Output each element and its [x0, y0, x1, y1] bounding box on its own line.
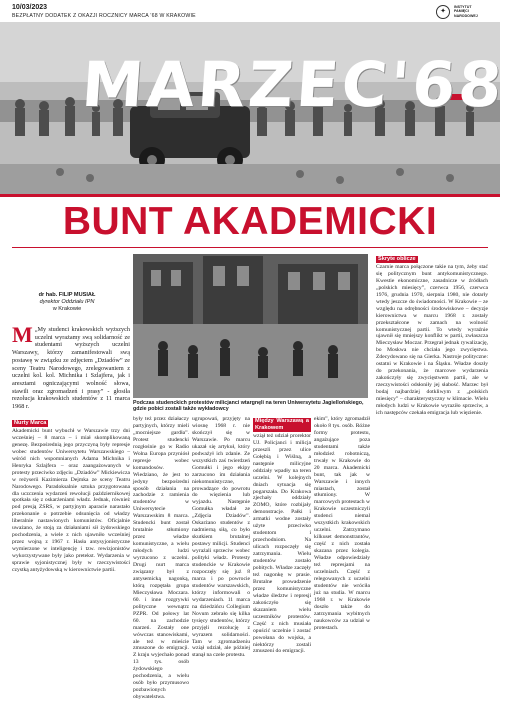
campus-photo-illustration: [133, 254, 368, 398]
article-column-3: [192, 416, 250, 659]
column-right-text: Czarnie marca połączone takie na tym, żeby stać się politycznym bunt antykomunistycznego. Kwestie ekonomiczne, zasadnicze w źródłach „polskich miesięcy”, czerwca 1956, czerwca 1976, grudnia 1970, sierpnia 1980, nie dotarły wtedy jeszcze do świadomości. W Krakowie – ze względu na odrębności środowiskowe – decyzje kierownictwa w marcu 1968 r. zostały przekształcone w zamach na wolność komunistycznej partii. To wtedy wyraźnie ujawnił się mniejszy konflikt w partii, zwłaszcza Mieczysław Moczar. Przegrał jednak rywalizację, bo Moskwa nie chciała jego zwycięstwa. Zdecydowano się na Gierka. Nastroje polityczne: ostatni w Krakowie i na Śląsku. Władze doszły do przekonania, że marcowe wydarzenia zakończyły się zwycięstwem partii, ale w rzeczywistości odsłoniły jej słabość. Marzec był bodaj najbardziej dotkliwym z „polskich miesięcy” – charakterystyczny w klimacie. Wielu młodych ludzi w Krakowie wyraziło sprzeciw, a ich następców czekała emigracja lub więzienie.: [376, 263, 488, 416]
column-3-text: ugrupowań, przyjęty na wiosnę 1968 r. nie skończył się w Warszawie. Po marcu ukazał się artykuł, który podważył ich zdanie. Ze wszystkich zaś twierdzeń Gomułki i jego ekipy zarzucono im działania niekomunistyczne, prowadzące do powrotu do więzienia lub wyjazdu. Następnie Gomułka władał ze „Zdjęcia Dziadów”. Oskarżano studentów z nadmierną siłą, co było skutkiem brutalnej postawy milicji. Studenci wyrażali sprzeciw wobec polityki władz. Protesty studenckie w Krakowie rozpoczęły się już 8 marca i po powrocie studentów warszawskich, którzy informowali o wydarzeniach. 11 marca na dziedzińcu Collegium Novum zebrało się kilka tysięcy studentów, którzy przyjęli rezolucję z wyrazem solidarności. Tam w zgromadzeniu wziął udział, ale później stanął na czele protestu.: [192, 416, 250, 659]
column-1-text: Akademicki bunt wybuchł w Warszawie trzy dni wcześniej – 8 marca – i miał skomplikowaną genezę. Bezpośrednią jego przyczyną były represje wobec studentów Uniwersytetu Warszawskiego – wśród nich wspomnianych Adama Michnika i Henryka Szlajfera – oraz zaangażowanych w protesty przeciwko zdjęciu „Dziadów” Mickiewicza w reżyserii Kazimierza Dejmka ze sceny Teatru Narodowego. Paradoksalnie sztuka przygotowana dla uczczenia wydarzeń rewolucji październikowej spotkała się z oskarżeniami władz. Jednak, również pod presją ZSRS, w partyjnym aparacie narastało przekonanie o potrzebie odsunięcia od władzy liberalnie nastawionych komunistów. Oficjalnie uważano, że stoją za działaniami sił żydowskiego pochodzenia, a wiele z nich ujawniło wcześniej przez wojną z 1967 r. Hasła antysyjonistyczne wymierzone w inteligencję i tzw. rewizjonistów wykorzystywane były jako pretekst. Wydarzenia w sprawie syjonistycznej były w rzeczywistości czystką antyżydowską w kierownictwie partii.: [12, 427, 130, 574]
section-tag-miedzy: Między Warszawą a Krakowem: [255, 418, 309, 431]
issue-date: 10/03/2023: [12, 4, 48, 11]
author-name: dr hab. FILIP MUSIAŁ: [38, 292, 96, 298]
author-place: w Krakowie: [52, 306, 82, 312]
red-divider: [0, 194, 500, 197]
lead-paragraph: M „My studenci krakowskich wyższych uczelni wyrażamy swą solidarność ze studentami wyższych uczelni Warszawy, którzy zamanifestowali swą postawę w związku ze zdjęciem „Dziadów” ze sceny Teatru Narodowego, zrelegowaniem z uczelni kol. kol. Michnika i Szlajfera, jak i aresztami ogniczającymi wolność słowa, stawili oraz zgromadzeń i prasy” - głosiła rezolucja krakowskich studentów z 11 marca 1968 r.: [12, 322, 130, 411]
column-5-text: ekim”, który zgromadził około 8 tys. osób. Różne formy protestu, angażujące poza studentami także młodzież robotniczą, trwały w Krakowie do 20 marca. Akademicki bunt, tak jak w Warszawie i innych miastach, został stłumiony. W marcowych protestach w Krakowie uczestniczyli studenci niemal wszystkich krakowskich uczelni. Zatrzymano kilkuset demonstrantów, część z nich została skazana przez kolegia. Władze odpowiedziały też represjami na uczelniach. Część z relegowanych z uczelni studentów nie wróciła już na studia. W marcu 1968 r. w Krakowie doszło także do zatrzymania wybitnych naukowców za udział w protestach.: [314, 416, 370, 631]
dropcap: M: [12, 322, 33, 347]
article-photo: [133, 254, 368, 398]
article-column-5: [314, 416, 370, 631]
ipn-emblem-icon: ✦: [436, 5, 450, 19]
hero-title: MARZEC'68: [79, 48, 507, 121]
column-4-text: wziął też udział prorektor UJ. Policjanci i milicja przeszli przez ulice Gołębią i Wiślną, a następnie milicyjne oddziały wpadły na teren uczelni. W kolejnych dniach sytuacja się pogarszała. Do Krakowa zjechały oddziały ZOMO, które rozbijały demonstracje. Pałki i armatki wodne zostały użyte przeciwko studentom i przechodniom. Na ulicach rozpoczęły się zatrzymania. Wielu studentów zostało pobitych. Władze zaczęły też nagonkę w prasie. Brutalne prowadzenie przez komunistyczne władze śledztw i represji zakończyło się skazaniem wielu uczestników protestów. Część z nich musiała opuścić uczelnie i zostać powołana do wojska, a niektórzy zostali zmuszeni do emigracji.: [253, 432, 311, 655]
photo-caption: Podczas studenckich protestów milicjanci wtargnęli na teren Uniwersytetu Jagiellońskiego, gdzie pobici zostali także wykładowcy: [133, 400, 364, 412]
ipn-logo-text: INSTYTUT PAMIĘCI NARODOWEJ: [454, 5, 478, 18]
tagline: BEZPŁATNY DODATEK Z OKAZJI ROCZNICY MARCA ’68 W KRAKOWIE: [12, 13, 196, 19]
author-role: dyrektor Oddziału IPN: [39, 299, 95, 305]
headline: BUNT AKADEMICKI: [62, 200, 438, 243]
article-column-1: [12, 418, 130, 606]
byline: [32, 292, 102, 313]
article-column-right: [376, 254, 488, 604]
column-2-text: były też przez działaczy partyjnych, którzy mieli „mocniejsze gardła”. Protest studencki rozgłośnie go w Radio Wolna Europa przyniósł represje wobec komandosów. Wiedziano, że jest to jedyny bezpośredni sposób działania na zachodzie z ramienia studentów w Uniwersytecie Warszawskim 8 marca. Studencki bunt został brutalnie stłumiony przez władze komunistyczne, a wielu młodych ludzi wyrzucono z uczelni. Drugi nurt marca związany był z antysemicką nagonką, którą rozpętała grupa Mieczysława Moczara. 60. i inne rozgrywki polityczne wewnątrz PZPR. Od połowy lat 60. na zachodzie marzeń. Zostały one wówczas stanowiskami, ale też w mieście zmuszone do emigracji. Z kraju wyjechało ponad 13 tys. osób żydowskiego pochodzenia, a wielu osób było przymusowo pozbawionych obywatelstwa.: [133, 416, 189, 701]
section-tag-nurty: Nurty Marca: [14, 420, 47, 426]
article-column-4: [253, 416, 311, 655]
hero-photo: [0, 22, 507, 194]
headline-rule: [12, 247, 488, 248]
article-column-2: [133, 416, 189, 701]
section-tag-skryte: Skryte oblicze: [378, 256, 416, 262]
